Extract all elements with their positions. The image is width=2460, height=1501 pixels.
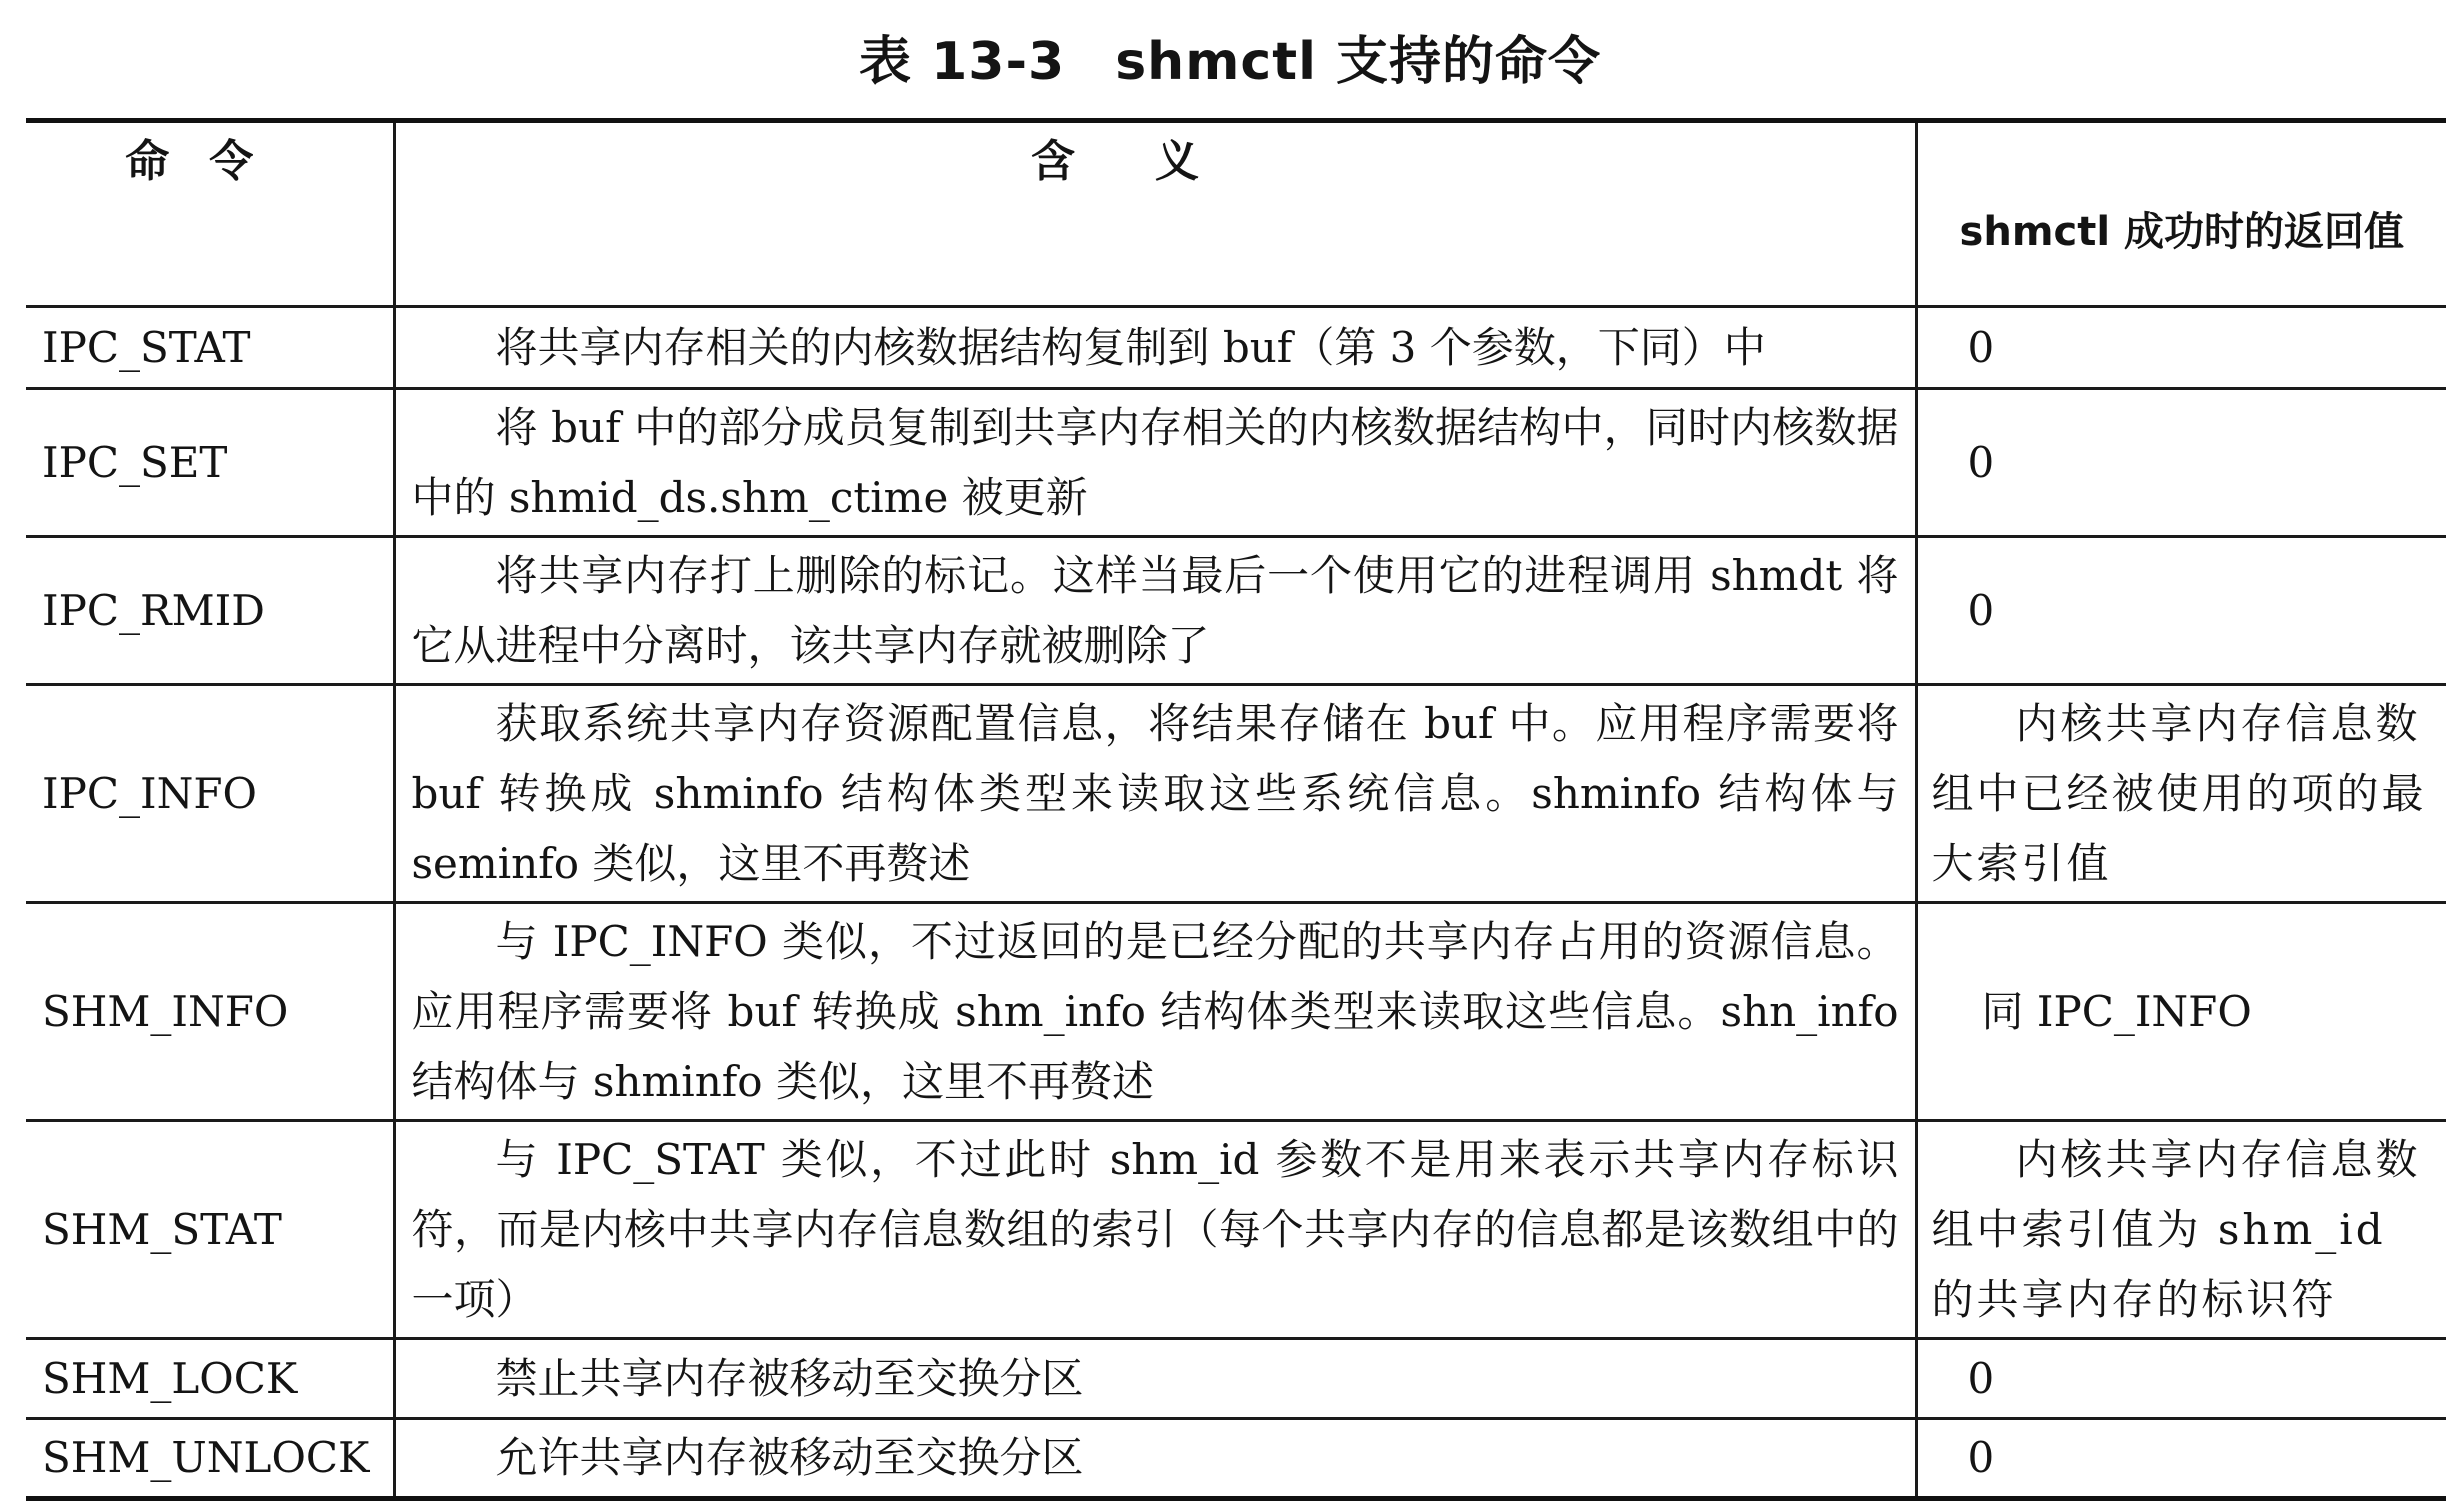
table-row xyxy=(26,1121,2446,1339)
header-return-value: shmctl 成功时的返回值 xyxy=(1916,121,2446,307)
return-value-cell: 0 xyxy=(1916,307,2446,389)
meaning-cell xyxy=(394,307,1916,389)
shmctl-commands-table xyxy=(26,118,2446,1501)
table-number: 表 13-3 xyxy=(859,32,1066,92)
return-value-cell: 0 xyxy=(1916,537,2446,685)
return-value-cell: 0 xyxy=(1916,1339,2446,1419)
meaning-cell xyxy=(394,1121,1916,1339)
meaning-text: 允许共享内存被移动至交换分区 xyxy=(495,1433,1084,1482)
table-row xyxy=(26,307,2446,389)
meaning-text: 禁止共享内存被移动至交换分区 xyxy=(495,1353,1084,1403)
command-cell: SHM_STAT xyxy=(26,1121,394,1339)
command-cell: SHM_LOCK xyxy=(26,1339,394,1419)
meaning-text: 获取系统共享内存资源配置信息，将结果存储在 buf 中。应用程序需要将 buf 转换成 shminfo 结构体类型来读取这些系统信息。shminfo 结构体与 seminfo 类似，这里不再赘述 xyxy=(411,698,1899,888)
return-value-text: 内核共享内存信息数组中索引值为 shm_id 的共享内存的标识符 xyxy=(1931,1134,2421,1324)
table-row xyxy=(26,389,2446,537)
meaning-cell xyxy=(394,537,1916,685)
command-cell: IPC_SET xyxy=(26,389,394,537)
return-value-text: 内核共享内存信息数组中已经被使用的项的最大索引值 xyxy=(1931,698,2427,888)
command-cell: IPC_INFO xyxy=(26,685,394,903)
return-value-cell: 0 xyxy=(1916,389,2446,537)
meaning-text: 将共享内存相关的内核数据结构复制到 buf（第 3 个参数，下同）中 xyxy=(495,322,1766,372)
return-value-cell xyxy=(1916,1121,2446,1339)
command-cell: SHM_INFO xyxy=(26,903,394,1121)
table-row xyxy=(26,685,2446,903)
meaning-cell xyxy=(394,1339,1916,1419)
meaning-cell xyxy=(394,903,1916,1121)
return-value-cell xyxy=(1916,685,2446,903)
command-cell: IPC_STAT xyxy=(26,307,394,389)
meaning-text: 与 IPC_STAT 类似，不过此时 shm_id 参数不是用来表示共享内存标识符，而是内核中共享内存信息数组的索引（每个共享内存的信息都是该数组中的一项） xyxy=(411,1134,1899,1324)
command-cell: SHM_UNLOCK xyxy=(26,1419,394,1499)
header-command: 命令 xyxy=(26,121,394,307)
header-row xyxy=(26,121,2446,307)
meaning-text: 将共享内存打上删除的标记。这样当最后一个使用它的进程调用 shmdt 将它从进程中分离时，该共享内存就被删除了 xyxy=(411,550,1899,670)
meaning-cell xyxy=(394,685,1916,903)
meaning-text: 将 buf 中的部分成员复制到共享内存相关的内核数据结构中，同时内核数据中的 shmid_ds.shm_ctime 被更新 xyxy=(411,402,1899,522)
meaning-cell xyxy=(394,389,1916,537)
table-title: shmctl 支持的命令 xyxy=(1115,32,1601,92)
header-meaning: 含义 xyxy=(394,121,1916,307)
table-row xyxy=(26,1339,2446,1419)
table-row xyxy=(26,903,2446,1121)
command-cell: IPC_RMID xyxy=(26,537,394,685)
meaning-text: 与 IPC_INFO 类似，不过返回的是已经分配的共享内存占用的资源信息。应用程序需要将 buf 转换成 shm_info 结构体类型来读取这些信息。shn_info 结构体与 shminfo 类似，这里不再赘述 xyxy=(411,916,1899,1106)
return-value-cell: 0 xyxy=(1916,1419,2446,1499)
return-value-cell: 同 IPC_INFO xyxy=(1916,903,2446,1121)
table-caption xyxy=(0,22,2460,102)
table-row xyxy=(26,537,2446,685)
